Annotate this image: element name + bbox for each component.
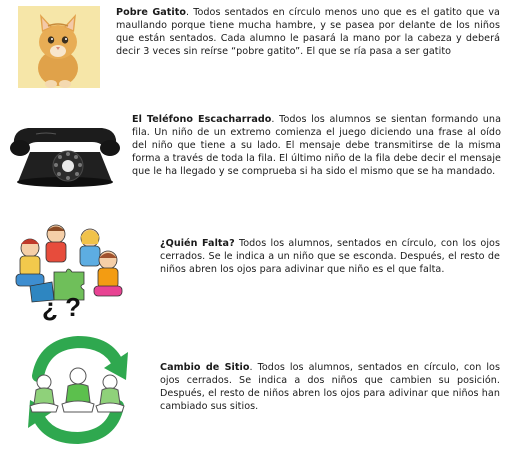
children-swap-image xyxy=(20,336,136,444)
question-marks: ¿ ? xyxy=(42,292,81,322)
game-body: . Todos sentados en círculo menos uno que es el gatito que va maullando porque tiene mucha hambre, y se pasea por delante de los niños que están sentados. Cada alumno le pasará la mano por la cabeza y deberá decir 3 veces sin reírse “pobre gatito”. El que se ría pasa a ser gatito xyxy=(116,7,500,58)
game-description-pobre-gatito xyxy=(116,6,500,58)
game-title: Pobre Gatito xyxy=(116,7,187,18)
game-title: Cambio de Sitio xyxy=(160,362,250,373)
game-title: El Teléfono Escacharrado xyxy=(132,114,272,125)
game-title: ¿Quién Falta? xyxy=(160,238,235,249)
game-body: . Todos los alumnos se sientan formando una fila. Un niño de un extremo comienza el juego diciendo una frase al oído del niño que tiene a su lado. El mensaje debe transmitirse de la misma forma a través de toda la fila. El último niño de la fila debe decir el mensaje que le ha llegado y se comprueba si ha sido el mismo que se ha mandado. xyxy=(132,114,501,178)
game-description-telefono xyxy=(132,113,501,178)
kitten-image xyxy=(18,6,100,88)
game-description-cambio-de-sitio xyxy=(160,361,500,413)
rotary-telephone-image xyxy=(6,122,124,188)
children-puzzle-image xyxy=(8,220,126,320)
game-description-quien-falta xyxy=(160,237,500,276)
game-body: . Todos los alumnos, sentados en círculo, con los ojos cerrados. Se indica a dos niños que cambien su posición. Después, el resto de niños abren los ojos para adivinar que niños han cambiado sus sitios. xyxy=(160,362,501,413)
game-body: Todos los alumnos, sentados en círculo, con los ojos cerrados. Se le indica a un niño que se esconda. Después, el resto de niños abren los ojos para adivinar que niño es el que falta. xyxy=(160,238,501,276)
